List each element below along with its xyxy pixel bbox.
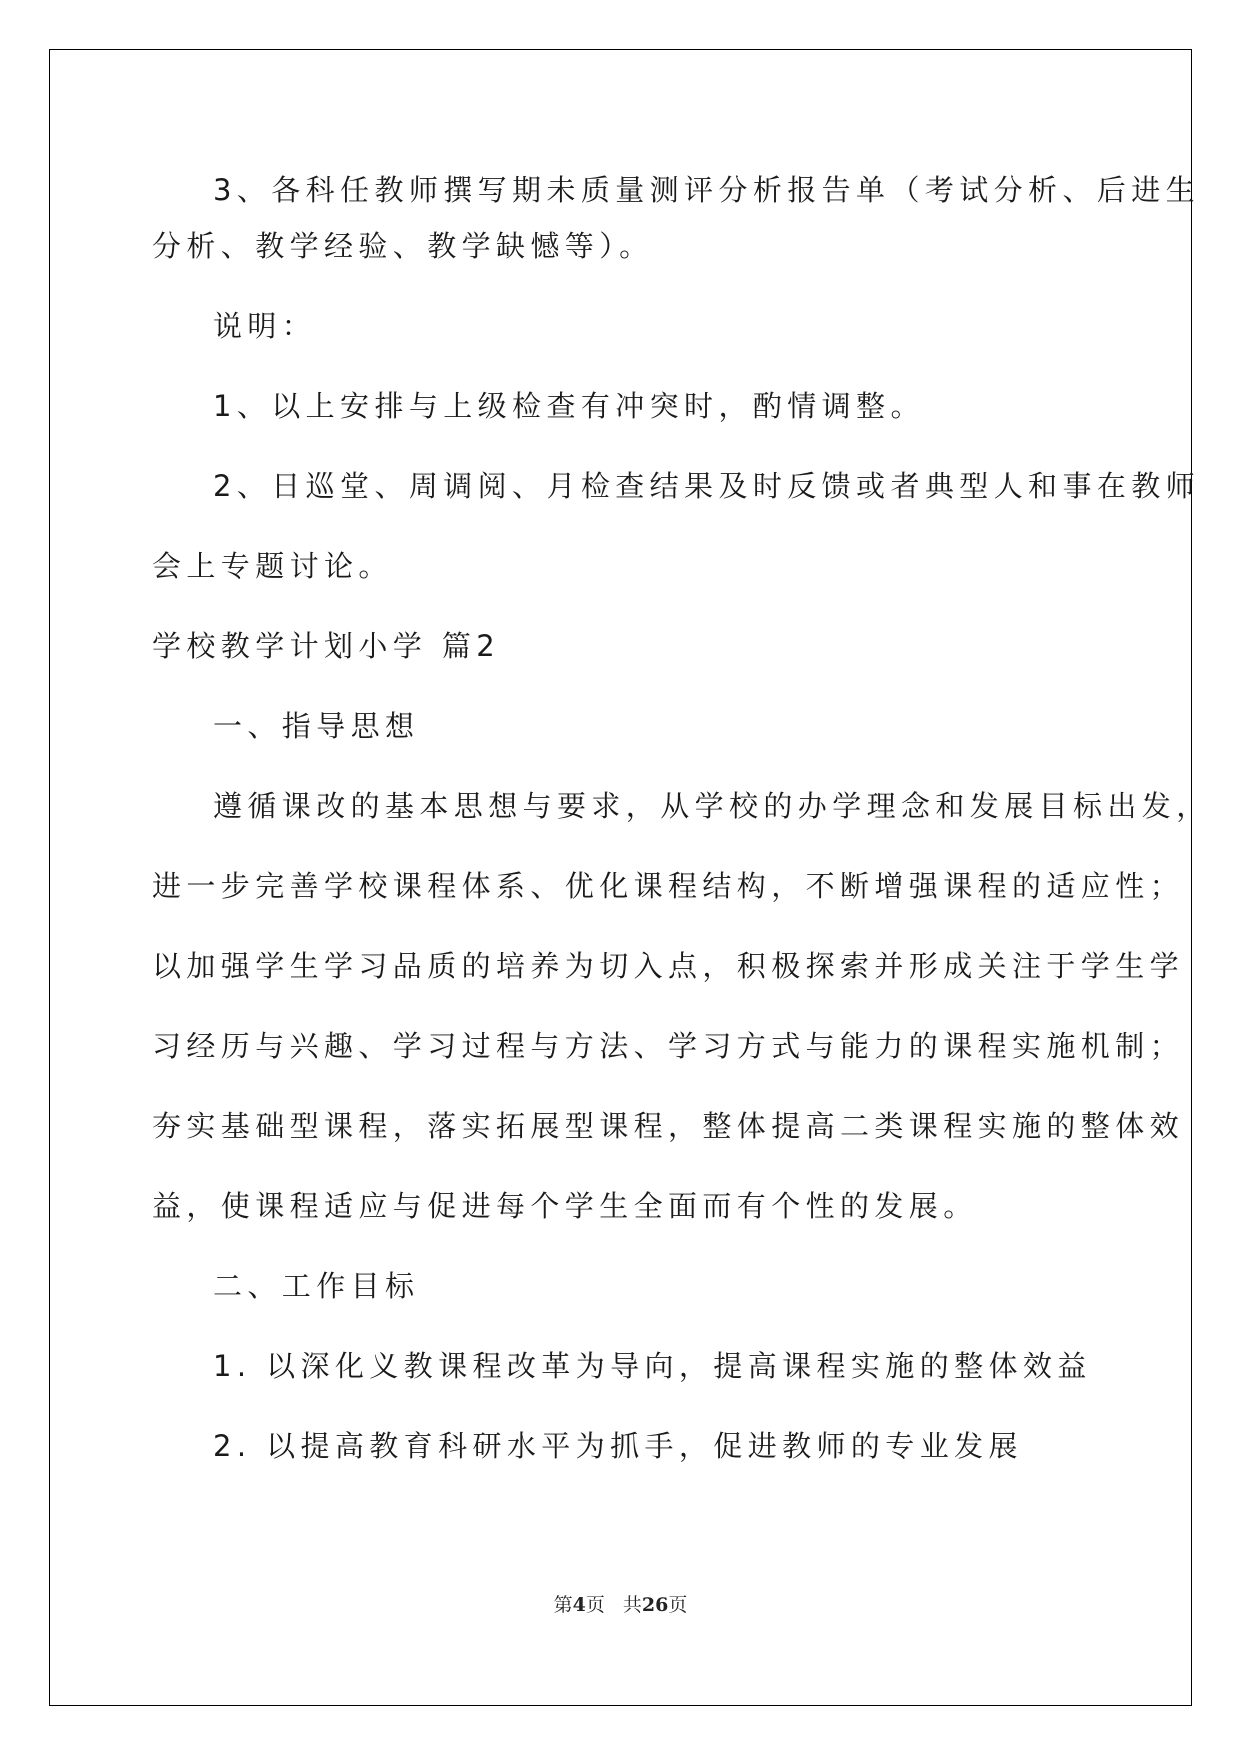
section-heading: 学校教学计划小学 篇2: [152, 629, 501, 663]
paragraph-line: 遵循课改的基本思想与要求，从学校的办学理念和发展目标出发，: [213, 789, 1211, 823]
page-suffix: 页: [585, 1594, 605, 1616]
paragraph-line: 分析、教学经验、教学缺憾等）。: [152, 229, 654, 263]
paragraph-line: 会上专题讨论。: [152, 549, 393, 583]
paragraph-line: 1. 以深化义教课程改革为导向，提高课程实施的整体效益: [213, 1349, 1092, 1383]
total-suffix: 页: [668, 1594, 688, 1616]
subsection-heading: 二、工作目标: [213, 1269, 420, 1303]
total-prefix: 共: [622, 1594, 642, 1616]
paragraph-line: 1、以上安排与上级检查有冲突时，酌情调整。: [213, 389, 925, 423]
paragraph-line: 益，使课程适应与促进每个学生全面而有个性的发展。: [152, 1189, 978, 1223]
page-number: 4: [572, 1594, 586, 1616]
paragraph-line: 习经历与兴趣、学习过程与方法、学习方式与能力的课程实施机制；: [152, 1029, 1185, 1063]
paragraph-line: 2、日巡堂、周调阅、月检查结果及时反馈或者典型人和事在教师: [213, 469, 1201, 503]
page-prefix: 第: [553, 1594, 573, 1616]
page-footer: [0, 1592, 1241, 1618]
paragraph-line: 进一步完善学校课程体系、优化课程结构，不断增强课程的适应性；: [152, 869, 1185, 903]
page-total: 26: [641, 1594, 669, 1616]
paragraph-line: 3、各科任教师撰写期未质量测评分析报告单（考试分析、后进生: [213, 173, 1201, 207]
paragraph-line: 2. 以提高教育科研水平为抓手，促进教师的专业发展: [213, 1429, 1023, 1463]
paragraph-line: 夯实基础型课程，落实拓展型课程，整体提高二类课程实施的整体效: [152, 1109, 1185, 1143]
paragraph-line: 说明：: [213, 309, 317, 343]
paragraph-line: 以加强学生学习品质的培养为切入点，积极探索并形成关注于学生学: [152, 949, 1185, 983]
subsection-heading: 一、指导思想: [213, 709, 420, 743]
